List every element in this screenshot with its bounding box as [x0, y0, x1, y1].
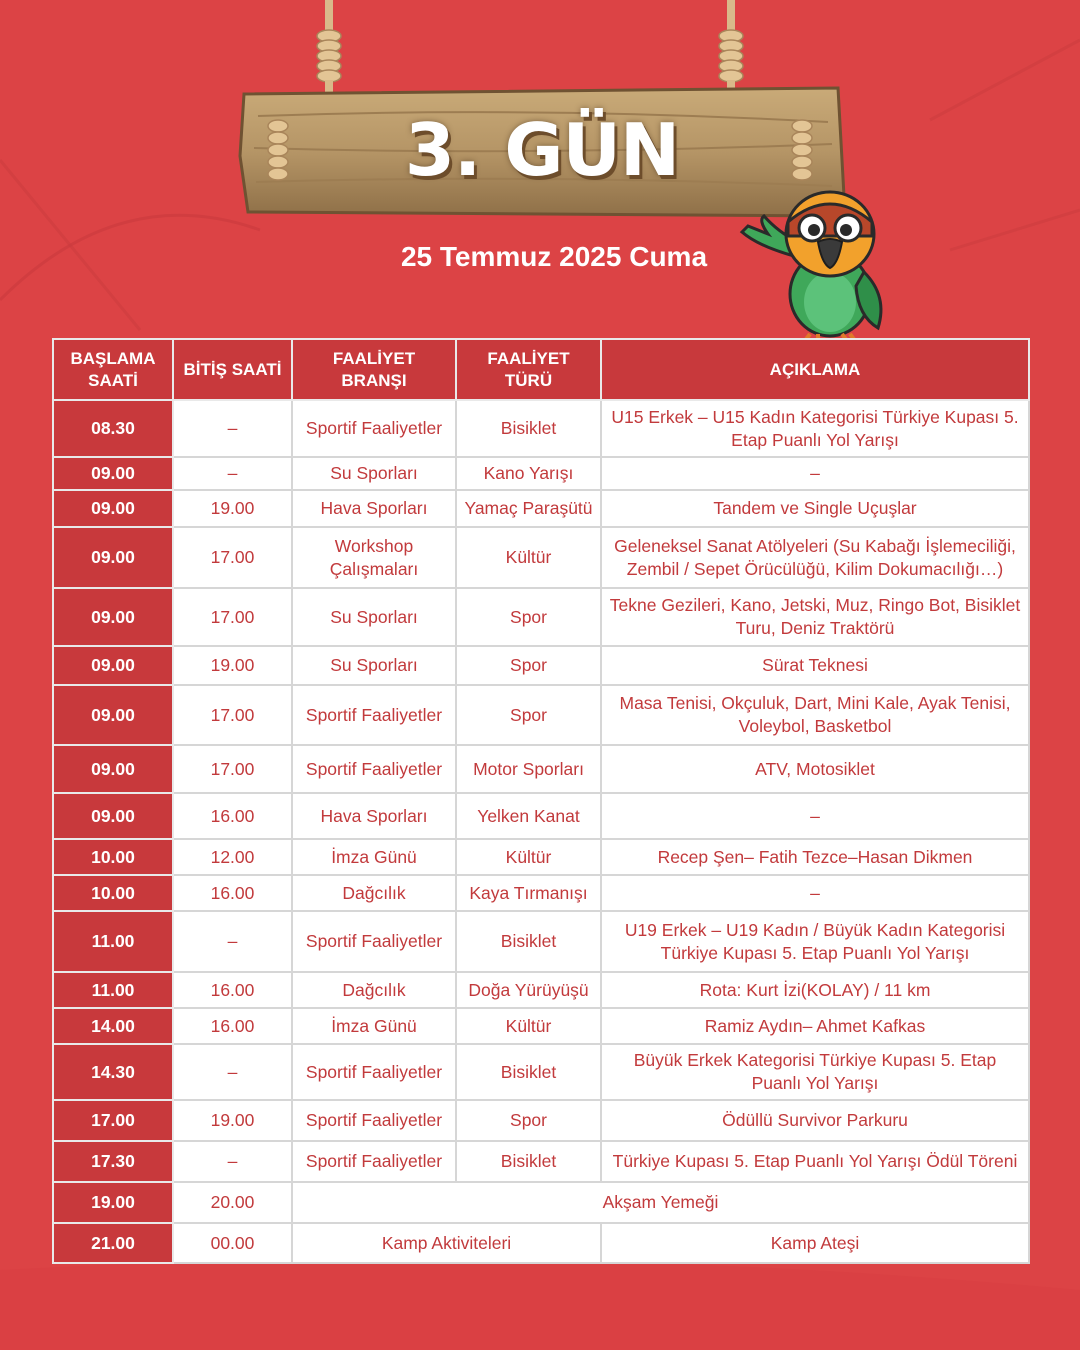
end-time: –	[173, 457, 292, 490]
activity-type: Kültür	[456, 1008, 601, 1044]
end-time: 19.00	[173, 1100, 292, 1141]
end-time: 16.00	[173, 793, 292, 839]
end-time: 16.00	[173, 972, 292, 1008]
header-end-time: BİTİŞ SAATİ	[173, 339, 292, 400]
header-activity-type: FAALİYET TÜRÜ	[456, 339, 601, 400]
table-row	[53, 839, 1029, 875]
end-time: –	[173, 911, 292, 972]
start-time: 09.00	[53, 588, 173, 646]
activity-type: Spor	[456, 1100, 601, 1141]
table-row	[53, 457, 1029, 490]
table-row	[53, 1141, 1029, 1182]
activity-type: Yamaç Paraşütü	[456, 490, 601, 527]
description: Rota: Kurt İzi(KOLAY) / 11 km	[601, 972, 1029, 1008]
activity-branch: Workshop Çalışmaları	[292, 527, 456, 588]
activity-type: Yelken Kanat	[456, 793, 601, 839]
activity-type: Bisiklet	[456, 911, 601, 972]
table-row	[53, 1100, 1029, 1141]
start-time: 09.00	[53, 646, 173, 685]
start-time: 17.30	[53, 1141, 173, 1182]
activity-branch: Sportif Faaliyetler	[292, 1100, 456, 1141]
activity-branch: Sportif Faaliyetler	[292, 1141, 456, 1182]
end-time: 20.00	[173, 1182, 292, 1223]
start-time: 14.30	[53, 1044, 173, 1100]
end-time: 16.00	[173, 1008, 292, 1044]
description: –	[601, 457, 1029, 490]
rope-icon	[316, 0, 342, 96]
activity-type: Kano Yarışı	[456, 457, 601, 490]
header-description: AÇIKLAMA	[601, 339, 1029, 400]
table-row	[53, 793, 1029, 839]
table-row	[53, 400, 1029, 457]
start-time: 09.00	[53, 793, 173, 839]
activity-type: Bisiklet	[456, 400, 601, 457]
description: Akşam Yemeği	[292, 1182, 1029, 1223]
description: Türkiye Kupası 5. Etap Puanlı Yol Yarışı Ödül Töreni	[601, 1141, 1029, 1182]
end-time: 16.00	[173, 875, 292, 911]
activity-branch: Hava Sporları	[292, 490, 456, 527]
table-header-row	[53, 339, 1029, 400]
day-title: 3. GÜN	[404, 108, 680, 192]
activity-type: Motor Sporları	[456, 745, 601, 793]
end-time: 00.00	[173, 1223, 292, 1263]
start-time: 09.00	[53, 685, 173, 745]
end-time: 19.00	[173, 490, 292, 527]
description: Büyük Erkek Kategorisi Türkiye Kupası 5. Etap Puanlı Yol Yarışı	[601, 1044, 1029, 1100]
activity-branch: İmza Günü	[292, 1008, 456, 1044]
activity-branch: Dağcılık	[292, 972, 456, 1008]
activity-branch: Sportif Faaliyetler	[292, 1044, 456, 1100]
description: –	[601, 875, 1029, 911]
start-time: 09.00	[53, 490, 173, 527]
end-time: –	[173, 1141, 292, 1182]
activity-type: Bisiklet	[456, 1044, 601, 1100]
activity-branch: Sportif Faaliyetler	[292, 685, 456, 745]
start-time: 10.00	[53, 875, 173, 911]
description: Geleneksel Sanat Atölyeleri (Su Kabağı İşlemeciliği, Zembil / Sepet Örücülüğü, Kilim Dokumacılığı…)	[601, 527, 1029, 588]
description: U15 Erkek – U15 Kadın Kategorisi Türkiye Kupası 5. Etap Puanlı Yol Yarışı	[601, 400, 1029, 457]
activity-type: Spor	[456, 646, 601, 685]
table-row-dinner	[53, 1182, 1029, 1223]
activity-type: Kaya Tırmanışı	[456, 875, 601, 911]
description: U19 Erkek – U19 Kadın / Büyük Kadın Kategorisi Türkiye Kupası 5. Etap Puanlı Yol Yarışı	[601, 911, 1029, 972]
table-row	[53, 490, 1029, 527]
parrot-mascot-icon	[738, 176, 890, 344]
table-row	[53, 875, 1029, 911]
rope-icon	[718, 0, 744, 96]
header-start-time: BAŞLAMA SAATİ	[53, 339, 173, 400]
end-time: 12.00	[173, 839, 292, 875]
table-row-camp	[53, 1223, 1029, 1263]
activity-branch: Su Sporları	[292, 457, 456, 490]
activity-branch: Su Sporları	[292, 588, 456, 646]
schedule-table	[52, 338, 1030, 1264]
activity-branch: Hava Sporları	[292, 793, 456, 839]
start-time: 09.00	[53, 745, 173, 793]
start-time: 11.00	[53, 972, 173, 1008]
activity-type: Spor	[456, 588, 601, 646]
activity-branch: Sportif Faaliyetler	[292, 400, 456, 457]
description: Sürat Teknesi	[601, 646, 1029, 685]
end-time: –	[173, 400, 292, 457]
description: Ödüllü Survivor Parkuru	[601, 1100, 1029, 1141]
start-time: 19.00	[53, 1182, 173, 1223]
start-time: 11.00	[53, 911, 173, 972]
description: Masa Tenisi, Okçuluk, Dart, Mini Kale, Ayak Tenisi, Voleybol, Basketbol	[601, 685, 1029, 745]
table-row	[53, 527, 1029, 588]
event-date: 25 Temmuz 2025 Cuma	[400, 241, 708, 272]
description: Ramiz Aydın– Ahmet Kafkas	[601, 1008, 1029, 1044]
table-row	[53, 646, 1029, 685]
activity-branch: Su Sporları	[292, 646, 456, 685]
end-time: 17.00	[173, 527, 292, 588]
description: Recep Şen– Fatih Tezcе–Hasan Dikmen	[601, 839, 1029, 875]
end-time: 17.00	[173, 588, 292, 646]
start-time: 21.00	[53, 1223, 173, 1263]
description: ATV, Motosiklet	[601, 745, 1029, 793]
start-time: 14.00	[53, 1008, 173, 1044]
table-row	[53, 911, 1029, 972]
activity-branch: Sportif Faaliyetler	[292, 745, 456, 793]
description: –	[601, 793, 1029, 839]
table-row	[53, 972, 1029, 1008]
activity-branch: İmza Günü	[292, 839, 456, 875]
end-time: 17.00	[173, 685, 292, 745]
start-time: 10.00	[53, 839, 173, 875]
activity-type: Doğa Yürüyüşü	[456, 972, 601, 1008]
start-time: 17.00	[53, 1100, 173, 1141]
activity-type: Spor	[456, 685, 601, 745]
table-row	[53, 588, 1029, 646]
activity-branch: Kamp Aktiviteleri	[292, 1223, 601, 1263]
description: Kamp Ateşi	[601, 1223, 1029, 1263]
table-row	[53, 685, 1029, 745]
end-time: 17.00	[173, 745, 292, 793]
table-row	[53, 745, 1029, 793]
description: Tekne Gezileri, Kano, Jetski, Muz, Ringo Bot, Bisiklet Turu, Deniz Traktörü	[601, 588, 1029, 646]
table-row	[53, 1008, 1029, 1044]
activity-type: Kültür	[456, 839, 601, 875]
header-activity-branch: FAALİYET BRANŞI	[292, 339, 456, 400]
description: Tandem ve Single Uçuşlar	[601, 490, 1029, 527]
start-time: 09.00	[53, 457, 173, 490]
start-time: 08.30	[53, 400, 173, 457]
activity-type: Kültür	[456, 527, 601, 588]
end-time: 19.00	[173, 646, 292, 685]
end-time: –	[173, 1044, 292, 1100]
activity-branch: Dağcılık	[292, 875, 456, 911]
start-time: 09.00	[53, 527, 173, 588]
activity-type: Bisiklet	[456, 1141, 601, 1182]
table-row	[53, 1044, 1029, 1100]
activity-branch: Sportif Faaliyetler	[292, 911, 456, 972]
